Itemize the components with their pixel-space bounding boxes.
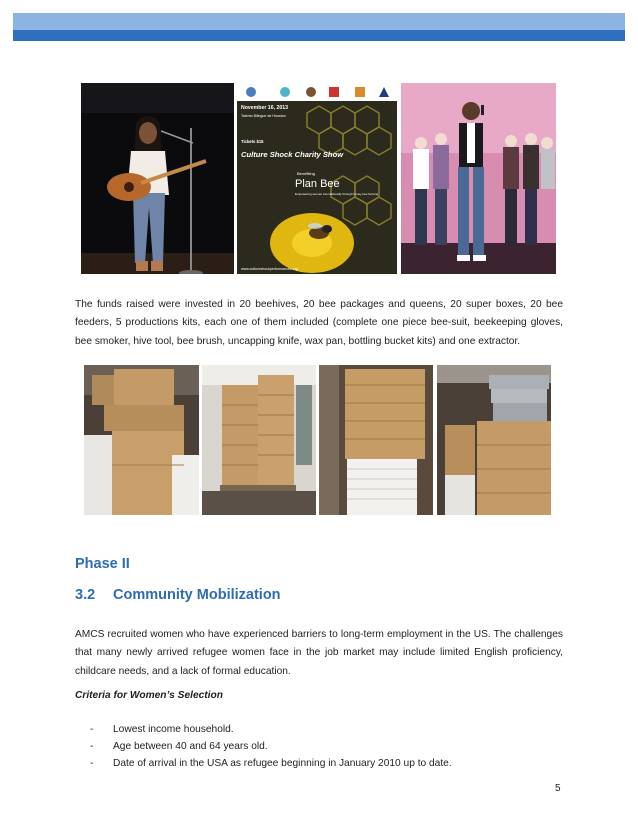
poster-venue: Talento Bilingue de Houston [241, 114, 286, 118]
criteria-text: Age between 40 and 64 years old. [113, 741, 268, 752]
poster-website: www.cultureshockperformances.org [241, 267, 298, 271]
criteria-text: Date of arrival in the USA as refugee beginning in January 2010 up to date. [113, 758, 452, 769]
section-heading [75, 587, 281, 603]
page-number: 5 [555, 783, 561, 794]
photo-boxes-2 [202, 365, 316, 515]
criteria-list [90, 721, 452, 772]
recruitment-paragraph: AMCS recruited women who have experienced barriers to long-term employment in the US. The challenges that many newly arrived refugee women face in the job market may include limited English proficiency, childcare needs, and a lack of formal education. [75, 629, 563, 677]
poster-benefiting: Benefiting [297, 171, 315, 176]
phase-heading: Phase II [75, 556, 130, 572]
list-item [90, 721, 452, 738]
header-band-dark [13, 30, 625, 41]
list-item [90, 755, 452, 772]
photo-guitar-performer [81, 83, 234, 274]
photo-stage-singers [401, 83, 556, 274]
sponsor-logo-2-icon [280, 87, 290, 97]
photo-boxes-3 [319, 365, 433, 515]
funds-paragraph: The funds raised were invested in 20 beehives, 20 bee packages and queens, 20 super boxes, 20 bee feeders, 5 productions kits, each one of them included (complete one piece bee-suit, beekeeping gloves, bee smoker, hive tool, bee brush, uncapping knife, wax pan, bottling bucket kits) and one extractor. [75, 299, 563, 347]
section-number: 3.2 [75, 587, 96, 603]
criteria-text: Lowest income household. [113, 724, 234, 735]
list-dash: - [90, 758, 94, 769]
list-item [90, 738, 452, 755]
criteria-heading: Criteria for Women’s Selection [75, 690, 223, 701]
poster-tagline: Empowering women internationally through honey bee farming [295, 192, 379, 196]
photo-event-poster [237, 83, 397, 274]
header-band-light [13, 13, 625, 30]
list-dash: - [90, 741, 94, 752]
sponsor-logo-4-icon [329, 87, 339, 97]
sponsor-logo-1-icon [246, 87, 256, 97]
poster-title: Culture Shock Charity Show [241, 150, 344, 159]
section-title: Community Mobilization [113, 587, 281, 603]
sponsor-logo-3-icon [306, 87, 316, 97]
photo-boxes-4 [437, 365, 551, 515]
poster-plan-name: Plan Bee [295, 178, 340, 190]
poster-date: November 16, 2013 [241, 105, 289, 111]
sponsor-logo-5-icon [355, 87, 365, 97]
list-dash: - [90, 724, 94, 735]
poster-tickets: Tickets $15 [241, 139, 264, 144]
photo-boxes-1 [84, 365, 199, 515]
